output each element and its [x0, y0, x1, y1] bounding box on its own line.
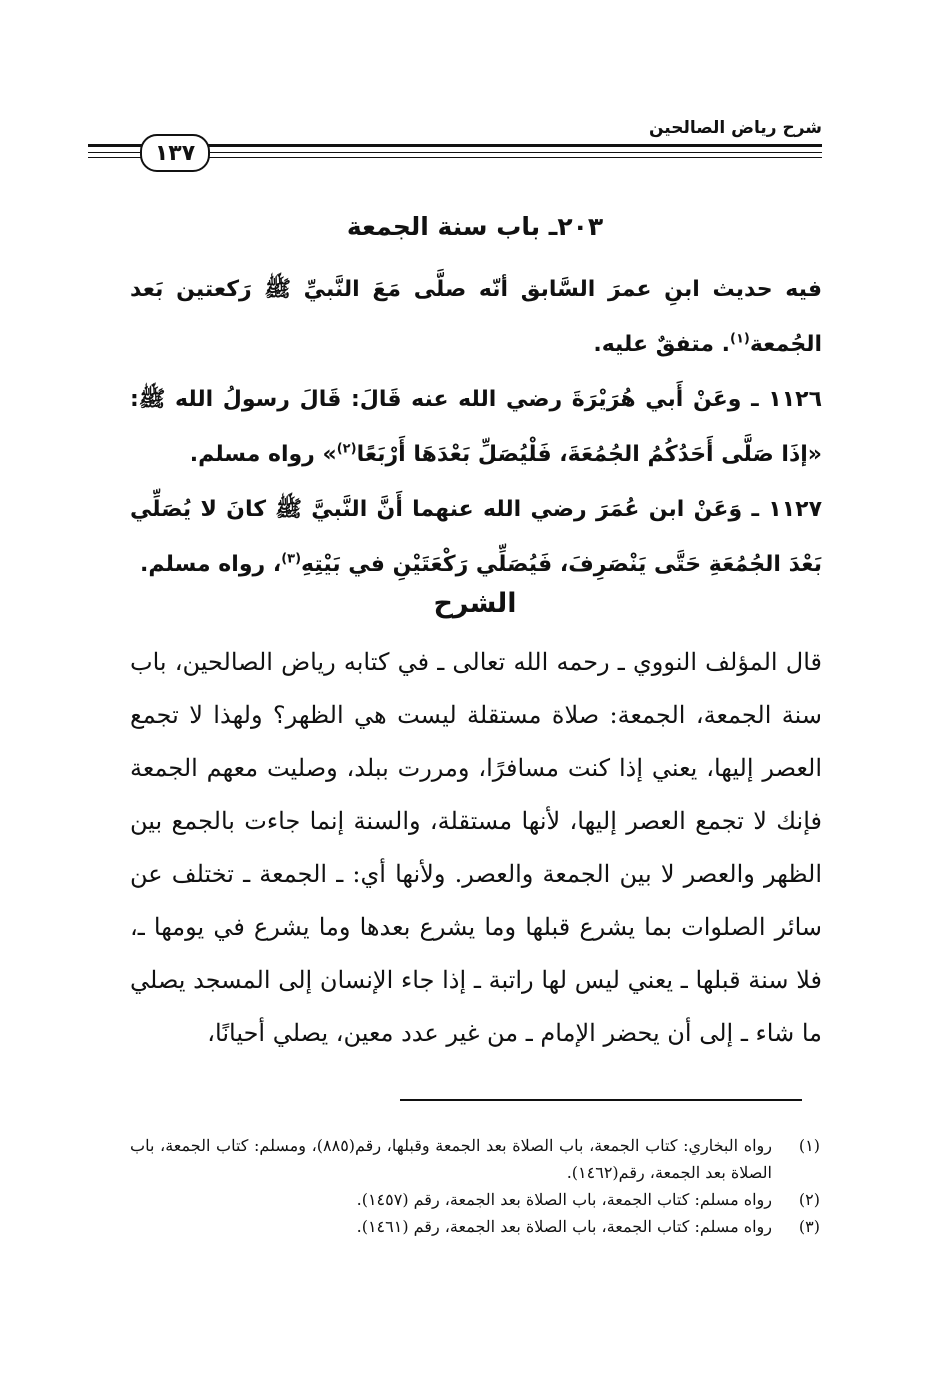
- footnote-1: [130, 1132, 820, 1186]
- chapter-title: ٢٠٣ـ باب سنة الجمعة: [346, 212, 604, 241]
- intro-paragraph: [130, 262, 822, 372]
- footnote-3-number: (٣): [798, 1217, 820, 1236]
- hadith-1126-tail: » رواه مسلم.: [189, 442, 337, 467]
- footnote-3: [130, 1213, 820, 1240]
- footnote-2: [130, 1186, 820, 1213]
- hadith-1127-text: ١١٢٧ ـ وَعَنْ ابن عُمَرَ رضي الله عنهما أَنَّ النَّبيَّ ﷺ كانَ لا يُصَلِّي بَعْدَ الجُمُعَةِ حَتَّى يَنْصَرِفَ، فَيُصَلِّي رَكْعَتَيْنِ في بَيْتِهِ: [130, 497, 822, 577]
- footnote-ref-3: (٣): [281, 551, 302, 567]
- header-rule-left: [88, 144, 142, 147]
- hadith-1126-text: ١١٢٦ ـ وعَنْ أَبي هُرَيْرَةَ رضي الله عنه قَالَ: قَالَ رسولُ الله ﷺ: «إذَا صَلَّى أَحَدُكُمُ الجُمُعَةَ، فَلْيُصَلِّ بَعْدَهَا أَرْبَعًا: [130, 387, 822, 467]
- header-rule-left-2: [88, 157, 142, 158]
- commentary-paragraph: قال المؤلف النووي ـ رحمه الله تعالى ـ في كتابه رياض الصالحين، باب سنة الجمعة، الجمعة: صلاة مستقلة ليست هي الظهر؟ ولهذا لا تجمع العصر إليها، يعني إذا كنت مسافرًا، ومررت ببلد، وصليت معهم الجمعة فإنك لا تجمع العصر إليها، لأنها مستقلة، والسنة إنما جاءت بالجمع بين الظهر والعصر لا بين الجمعة والعصر. ولأنها أي: ـ الجمعة ـ تختلف عن سائر الصلوات بما يشرع قبلها وما يشرع بعدها وما يشرع في يومها ـ، فلا سنة قبلها ـ يعني ليس لها راتبة ـ إذا جاء الإنسان إلى المسجد يصلي ما شاء ـ إلى أن يحضر الإمام ـ من غير عدد معين، يصلي أحيانًا،: [130, 648, 822, 1047]
- footnote-2-text: رواه مسلم: كتاب الجمعة، باب الصلاة بعد الجمعة، رقم (١٤٥٧).: [356, 1190, 772, 1209]
- intro-tail: . متفقٌ عليه.: [593, 332, 730, 357]
- header-rule-right-2: [206, 157, 822, 158]
- header-rule-left-thin: [88, 152, 142, 153]
- header-rule-right-thin: [206, 152, 822, 153]
- footnote-1-number: (١): [798, 1136, 820, 1155]
- footnote-2-number: (٢): [798, 1190, 820, 1209]
- footnotes: [130, 1132, 820, 1240]
- header-rule-right: [206, 144, 822, 147]
- footnote-ref-2: (٢): [336, 441, 357, 457]
- footnote-separator: [400, 1099, 802, 1101]
- section-title: الشرح: [433, 588, 517, 619]
- footnote-3-text: رواه مسلم: كتاب الجمعة، باب الصلاة بعد الجمعة، رقم (١٤٦١).: [356, 1217, 772, 1236]
- page-number: ١٣٧: [140, 134, 210, 172]
- hadith-1127: [130, 482, 822, 592]
- intro-text: فيه حديث ابنِ عمرَ السَّابق أنّه صلَّى مَعَ النَّبيِّ ﷺ رَكعتين بَعد الجُمعة: [130, 277, 822, 357]
- running-title: شرح رياض الصالحين: [648, 118, 822, 138]
- footnote-ref-1: (١): [729, 331, 750, 347]
- hadith-1126: [130, 372, 822, 482]
- footnote-1-text: رواه البخاري: كتاب الجمعة، باب الصلاة بعد الجمعة وقبلها، رقم(٨٨٥)، ومسلم: كتاب الجمعة، باب الصلاة بعد الجمعة، رقم(١٤٦٢).: [130, 1136, 772, 1182]
- hadith-1127-tail: ، رواه مسلم.: [140, 552, 282, 577]
